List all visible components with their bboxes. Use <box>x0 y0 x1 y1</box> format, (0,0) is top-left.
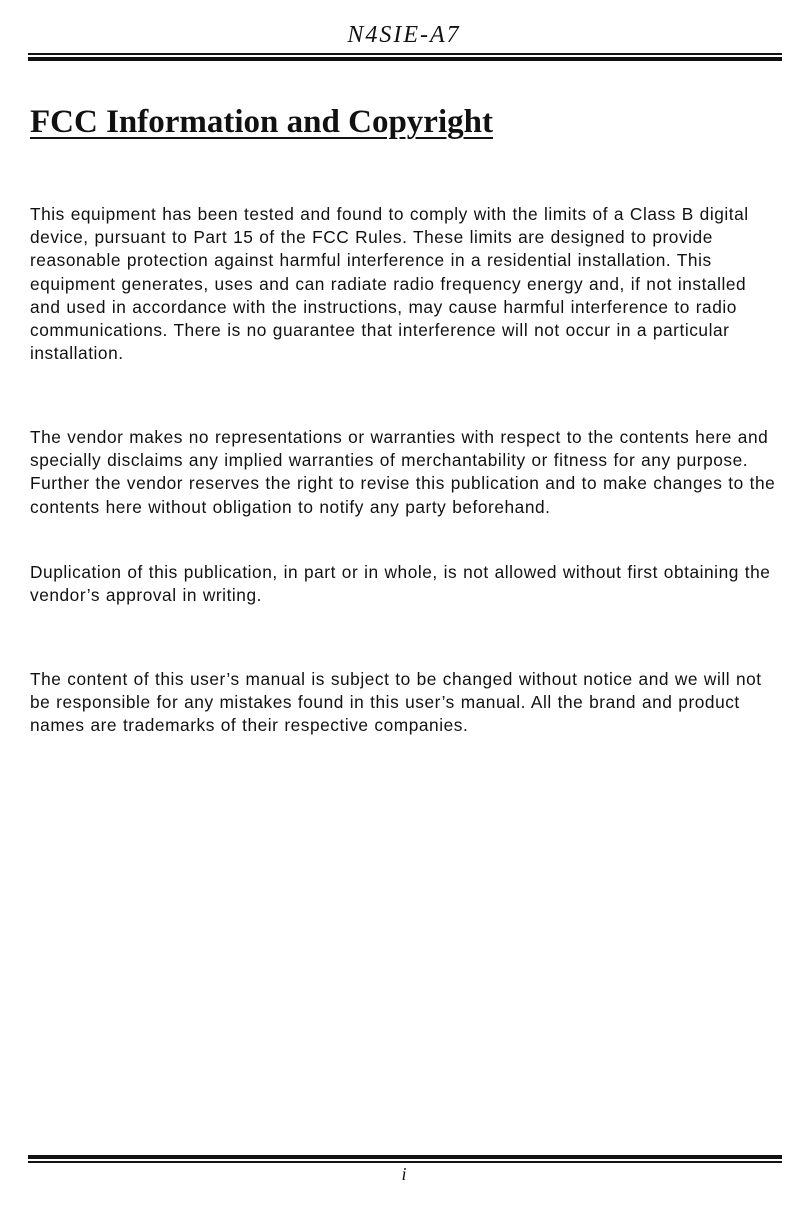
trademark-notice-paragraph: The content of this user’s manual is subject to be changed without notice and we will not be responsible for any mistakes found in this user’s manual. All the brand and product names are trademarks of their respective companies. <box>30 669 762 736</box>
header-rule-thin <box>28 53 782 55</box>
page-title: FCC Information and Copyright <box>30 104 493 140</box>
footer-rule-thick <box>28 1155 782 1159</box>
vendor-disclaimer-paragraph: The vendor makes no representations or warranties with respect to the contents here and specially disclaims any implied warranties of merchantability or fitness for any purpose. Further the vendor reserves the right to revise this publication and to make changes to the contents here without obligation to notify any party beforehand. <box>30 427 776 517</box>
header-rule-thick <box>28 57 782 61</box>
page-number: i <box>401 1164 407 1184</box>
running-header-model: N4SIE-A7 <box>347 22 461 48</box>
footer-rule <box>28 1155 782 1163</box>
header-rule <box>28 53 782 61</box>
duplication-notice-paragraph: Duplication of this publication, in part or in whole, is not allowed without first obtaining the vendor’s approval in writing. <box>30 562 771 606</box>
fcc-compliance-paragraph: This equipment has been tested and found to comply with the limits of a Class B digital device, pursuant to Part 15 of the FCC Rules. These limits are designed to provide reasonable protection against harmful interference in a residential installation. This equipment generates, uses and can radiate radio frequency energy and, if not installed and used in accordance with the instructions, may cause harmful interference to radio communications. There is no guarantee that interference will not occur in a particular installation. <box>30 204 749 364</box>
